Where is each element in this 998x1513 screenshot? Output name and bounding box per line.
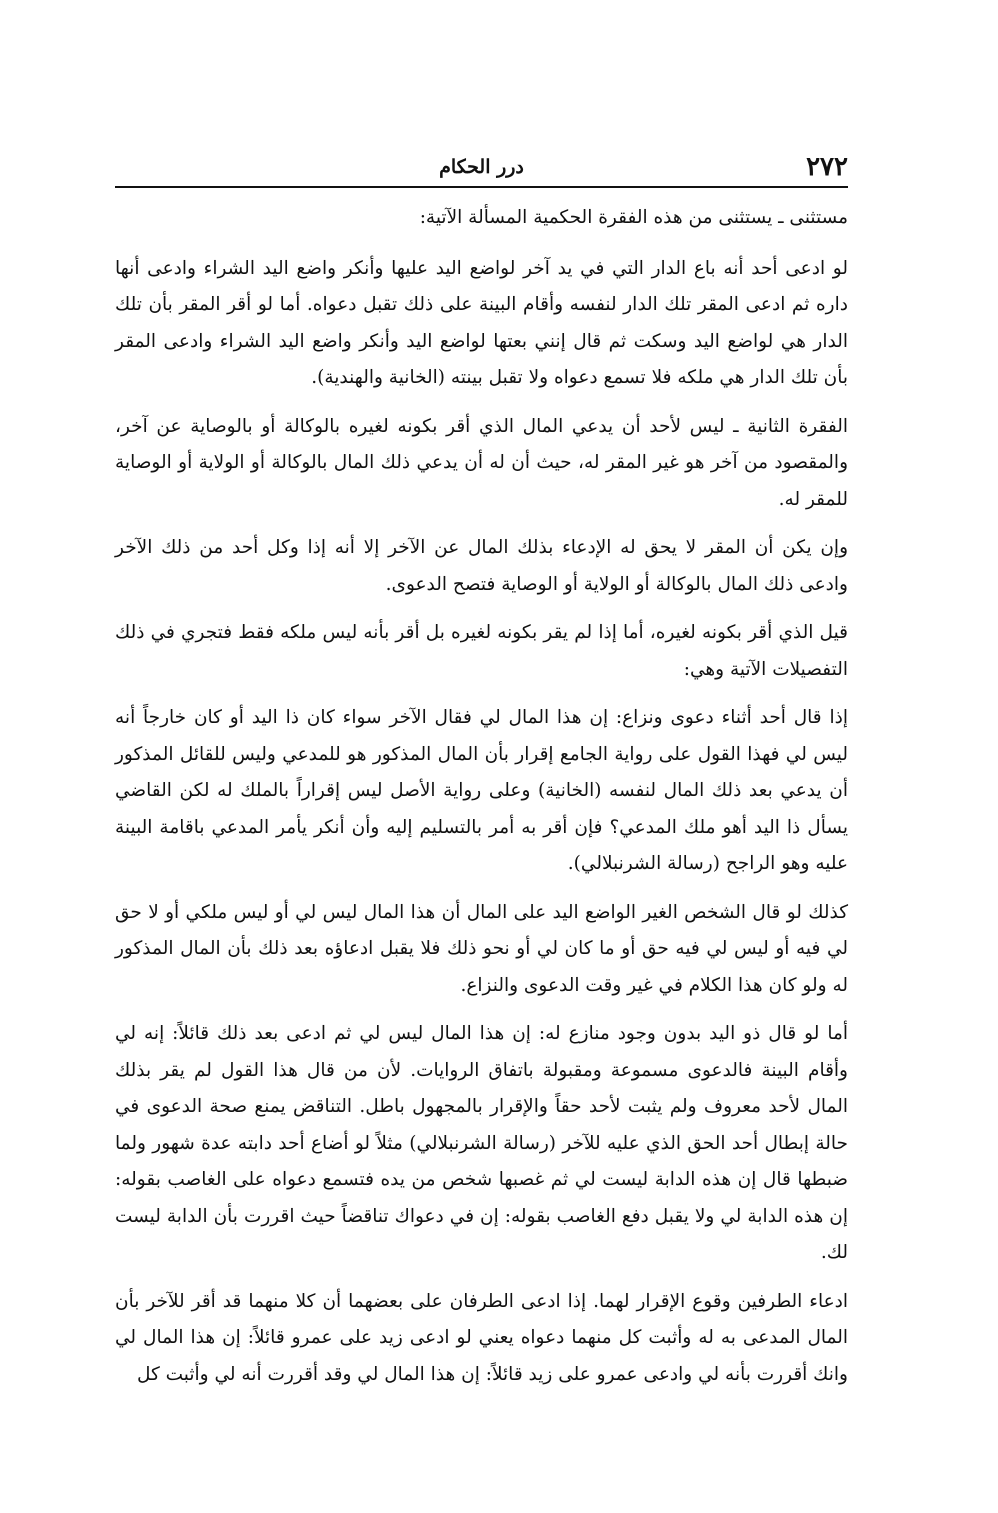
paragraph-sale-claim: لو ادعى أحد أنه باع الدار التي في يد آخر لواضع اليد عليها وأنكر واضع اليد الشراء وادعى أنها داره ثم ادعى المقر تلك الدار لنفسه وأقام البينة على ذلك تقبل دعواه. أما لو أقر المقر بأن تلك الدار هي لواضع اليد وسكت ثم قال إنني بعتها لواضع اليد وأنكر واضع اليد الشراء وادعى المقر بأن تلك الدار هي ملكه فلا تسمع دعواه ولا تقبل بينته (الخانية والهندية).	[115, 257, 848, 388]
paragraph-non-possessor: كذلك لو قال الشخص الغير الواضع اليد على المال أن هذا المال ليس لي أو ليس ملكي أو لا حق لي فيه أو ليس لي فيه حق أو ما كان لي أو نحو ذلك فلا يقبل ادعاؤه بعد ذلك بأن المال المذكور له ولو كان هذا الكلام في غير وقت الدعوى والنزاع.	[115, 901, 848, 996]
header-rule	[115, 186, 848, 188]
page-header	[115, 150, 848, 188]
paragraph-agency: وإن يكن أن المقر لا يحق له الإدعاء بذلك المال عن الآخر إلا أنه إذا وكل أحد من ذلك الآخر وادعى ذلك المال بالوكالة أو الولاية أو الوصاية فتصح الدعوى.	[115, 537, 848, 595]
body-text	[115, 200, 848, 1405]
page-number: ٢٧٢	[806, 152, 848, 182]
paragraph-details-intro: قيل الذي أقر بكونه لغيره، أما إذا لم يقر بكونه لغيره بل أقر بأنه ليس ملكه فقط فتجري في ذلك التفصيلات الآتية وهي:	[115, 622, 848, 680]
running-title: درر الحكام	[439, 156, 524, 178]
paragraph-possessor: أما لو قال ذو اليد بدون وجود منازع له: إن هذا المال ليس لي ثم ادعى بعد ذلك قائلاً: إنه لي وأقام البينة فالدعوى مسموعة ومقبولة باتفاق الروايات. لأن من قال هذا القول لم يقر بذلك المال لأحد معروف ولم يثبت لأحد حقاً والإقرار بالمجهول باطل. التناقض يمنع صحة الدعوى في حالة إبطال أحد الحق الذي عليه للآخر (رسالة الشرنبلالي) مثلاً لو أضاع أحد دابته عدة شهور ولما ضبطها قال إن هذه الدابة ليست لي ثم غصبها شخص من يده فتسمع دعواه على الغاصب بقوله: إن هذه الدابة لي ولا يقبل دفع الغاصب بقوله: إن في دعواك تناقضاً حيث اقررت بأن الدابة ليست لك.	[115, 1023, 848, 1263]
paragraph-mutual-claims: ادعاء الطرفين وقوع الإقرار لهما. إذا ادعى الطرفان على بعضهما أن كلا منهما قد أقر للآخر بأن المال المدعى به له وأثبت كل منهما دعواه يعني لو ادعى زيد على عمرو قائلاً: إن هذا المال لي وانك أقررت بأنه لي وادعى عمرو على زيد قائلاً: إن هذا المال لي وقد أقررت أنه لي وأثبت كل	[115, 1290, 848, 1385]
paragraph-exception: مستثنى ـ يستثنى من هذه الفقرة الحكمية المسألة الآتية:	[419, 207, 848, 228]
paragraph-dispute-statement: إذا قال أحد أثناء دعوى ونزاع: إن هذا المال لي فقال الآخر سواء كان ذا اليد أو كان خارجاً أنه ليس لي فهذا القول على رواية الجامع إقرار بأن المال المذكور هو للمدعي وليس للقائل المذكور أن يدعي بعد ذلك المال لنفسه (الخانية) وعلى رواية الأصل ليس إقراراً بالملك له لكن القاضي يسأل ذا اليد أهو ملك المدعي؟ فإن أقر به أمر بالتسليم إليه وأن أنكر يأمر المدعي باقامة البينة عليه وهو الراجح (رسالة الشرنبلالي).	[115, 707, 848, 874]
paragraph-second-clause: الفقرة الثانية ـ ليس لأحد أن يدعي المال الذي أقر بكونه لغيره بالوكالة أو بالوصاية عن آخر، والمقصود من آخر هو غير المقر له، حيث أن له أن يدعي ذلك المال بالوكالة أو الولاية أو الوصاية للمقر له.	[115, 415, 848, 510]
